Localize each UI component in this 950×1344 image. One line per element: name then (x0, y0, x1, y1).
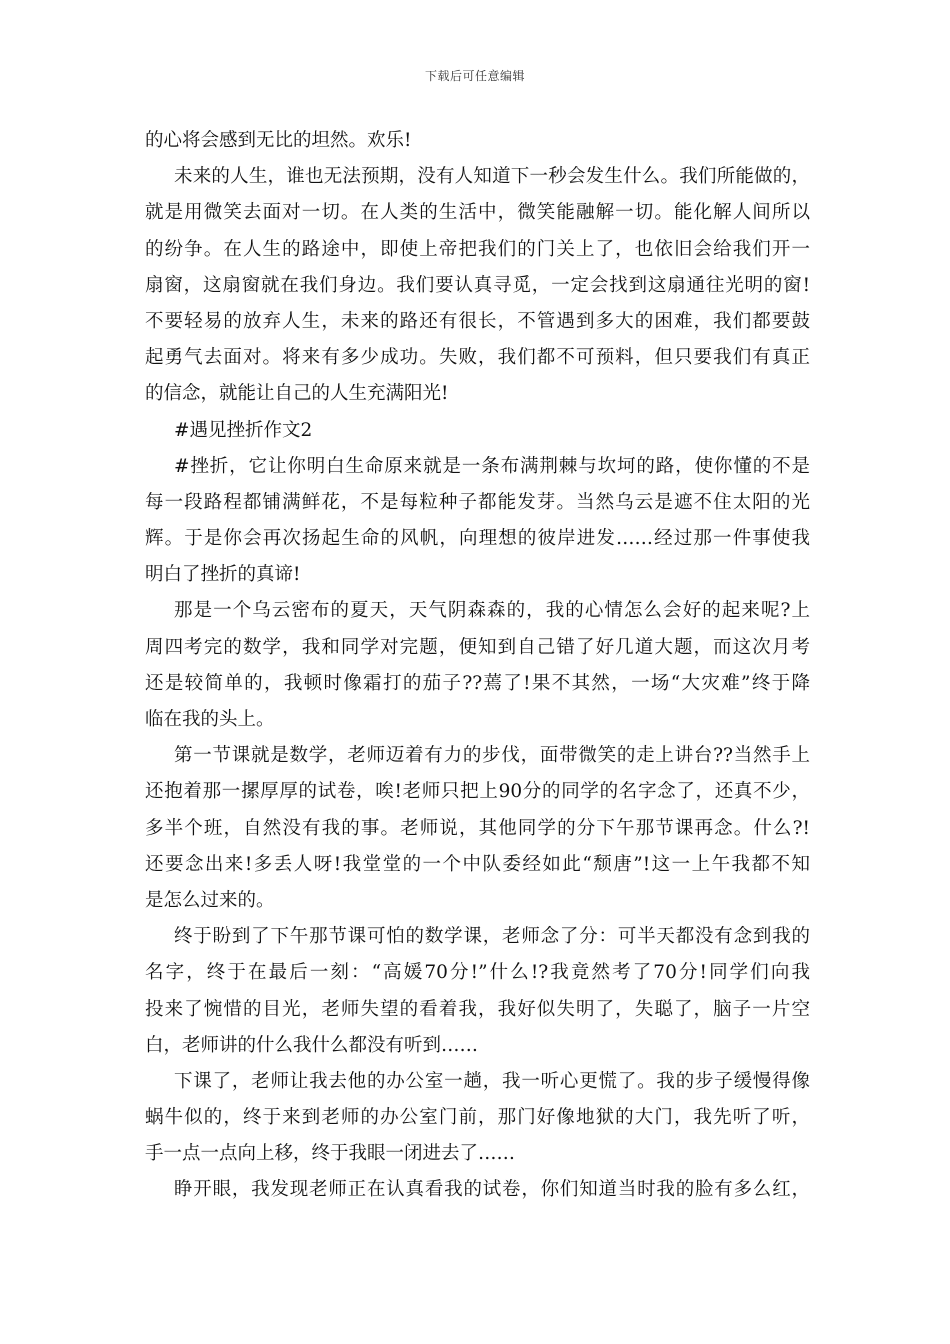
text-line: 蜗牛似的，终于来到老师的办公室门前，那门好像地狱的大门，我先听了听， (145, 1107, 810, 1129)
text-line: 的心将会感到无比的坦然。欢乐! (145, 130, 412, 151)
text-line: 睁开眼，我发现老师正在认真看我的试卷，你们知道当时我的脸有多么红， (174, 1179, 810, 1201)
text-line: 投来了惋惜的目光，老师失望的看着我，我好似失明了，失聪了，脑子一片空 (145, 998, 810, 1020)
text-line: 每一段路程都铺满鲜花，不是每粒种子都能发芽。当然乌云是遮不住太阳的光 (145, 491, 810, 513)
text-line: 不要轻易的放弃人生，未来的路还有很长，不管遇到多大的困难，我们都要鼓 (145, 310, 810, 332)
text-line: 就是用微笑去面对一切。在人类的生活中，微笑能融解一切。能化解人间所以 (145, 202, 810, 224)
text-line: 白，老师讲的什么我什么都没有听到…… (145, 1034, 479, 1056)
page-header: 下载后可任意编辑 (424, 69, 525, 83)
text-line: 起勇气去面对。将来有多少成功。失败，我们都不可预料，但只要我们有真正 (145, 347, 810, 369)
text-line: 未来的人生，谁也无法预期，没有人知道下一秒会发生什么。我们所能做的， (174, 166, 810, 188)
text-line: 还要念出来!多丢人呀!我堂堂的一个中队委经如此“颓唐”!这一上午我都不知 (145, 853, 810, 875)
text-line: 还抱着那一摞厚厚的试卷，唉!老师只把上90分的同学的名字念了，还真不少， (145, 781, 810, 803)
text-line: 的纷争。在人生的路途中，即使上帝把我们的门关上了，也依旧会给我们开一 (145, 238, 810, 260)
text-line: #遇见挫折作文2 (174, 419, 313, 441)
text-line: 周四考完的数学，我和同学对完题，便知到自己错了好几道大题，而这次月考 (145, 636, 810, 658)
text-line: 第一节课就是数学，老师迈着有力的步伐，面带微笑的走上讲台??当然手上 (174, 745, 810, 767)
text-line: 那是一个乌云密布的夏天，天气阴森森的，我的心情怎么会好的起来呢?上 (174, 600, 810, 622)
text-line: #挫折，它让你明白生命原来就是一条布满荆棘与坎坷的路，使你懂的不是 (174, 455, 810, 477)
text-line: 临在我的头上。 (145, 709, 275, 730)
text-line: 扇窗，这扇窗就在我们身边。我们要认真寻觅，一定会找到这扇通往光明的窗! (145, 274, 810, 296)
text-line: 多半个班，自然没有我的事。老师说，其他同学的分下午那节课再念。什么?! (145, 817, 810, 839)
text-line: 是怎么过来的。 (145, 889, 275, 911)
document-body (145, 123, 810, 1209)
text-line: 还是较简单的，我顿时像霜打的茄子??蔫了!果不其然，一场“大灾难”终于降 (145, 672, 810, 694)
text-line: 的信念，就能让自己的人生充满阳光! (145, 383, 449, 405)
text-line: 终于盼到了下午那节课可怕的数学课，老师念了分：可半天都没有念到我的 (174, 926, 810, 948)
text-line: 名字，终于在最后一刻：“高媛70分!”什么!?我竟然考了70分!同学们向我 (145, 962, 810, 984)
text-line: 明白了挫折的真谛! (145, 564, 301, 586)
text-line: 手一点一点向上移，终于我眼一闭进去了…… (145, 1143, 516, 1165)
text-line: 下课了，老师让我去他的办公室一趟，我一听心更慌了。我的步子缓慢得像 (174, 1070, 810, 1092)
text-line: 辉。于是你会再次扬起生命的风帆，向理想的彼岸进发……经过那一件事使我 (145, 528, 810, 550)
